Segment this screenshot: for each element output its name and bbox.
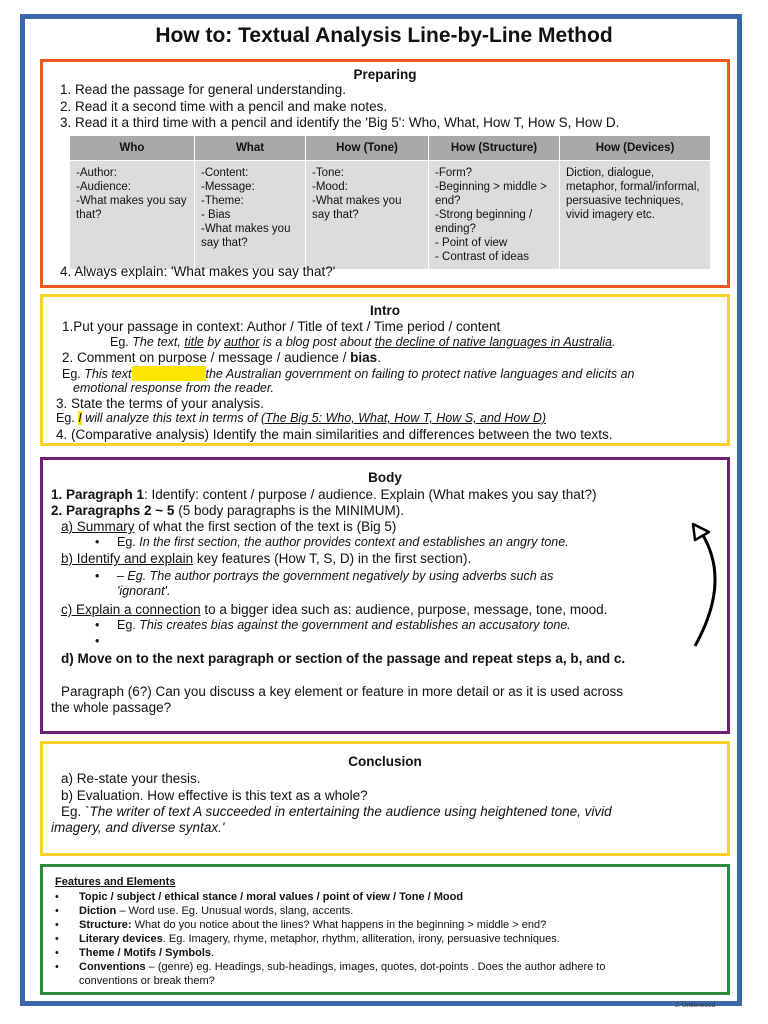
conclusion-example-cont: imagery, and diverse syntax.' — [51, 820, 225, 835]
preparing-section — [40, 59, 730, 288]
conclusion-section — [40, 741, 730, 856]
preparing-step-3: 3. Read it a third time with a pencil and identify the 'Big 5': Who, What, How T, How S, How D. — [60, 115, 620, 130]
feature-item: • Diction – Word use. Eg. Unusual words, slang, accents. — [55, 905, 354, 917]
intro-step-2: 2. Comment on purpose / message / audience / bias. — [62, 350, 381, 365]
body-step-c-example: Eg. This creates bias against the government and establishes an accusatory tone. — [117, 618, 571, 632]
body-step-c: c) Explain a connection to a bigger idea such as: audience, purpose, message, tone, mood. — [61, 602, 608, 617]
big5-header-tone: How (Tone) — [306, 136, 429, 161]
big5-cell-devices: Diction, dialogue, metaphor, formal/informal, persuasive techniques, vivid imagery etc. — [560, 161, 711, 270]
body-step-b-example: – Eg. The author portrays the government negatively by using adverbs such as — [117, 569, 554, 583]
feature-item: • Theme / Motifs / Symbols. — [55, 947, 215, 959]
body-paragraphs-2-5: 2. Paragraphs 2 ~ 5 (5 body paragraphs is the MINIMUM). — [51, 503, 405, 518]
body-heading: Body — [368, 470, 402, 485]
big5-cell-what: -Content: -Message: -Theme: - Bias -What makes you say that? — [195, 161, 306, 270]
features-heading: Features and Elements — [55, 876, 176, 888]
intro-step-1: 1.Put your passage in context: Author / Title of text / Time period / content — [62, 319, 501, 334]
intro-section — [40, 294, 730, 446]
intro-example-2: Eg. This text the Australian government on failing to protect native languages and elicits an — [62, 367, 635, 381]
body-section — [40, 457, 730, 734]
body-paragraph-6-cont: the whole passage? — [51, 700, 172, 715]
features-list — [55, 890, 715, 988]
feature-item-cont: conventions or break them? — [79, 975, 215, 987]
body-step-b: b) Identify and explain key features (How T, S, D) in the first section). — [61, 551, 472, 566]
body-step-b-example-cont: 'ignorant'. — [117, 584, 171, 598]
body-empty-bullet: • — [95, 634, 100, 648]
preparing-step-4: 4. Always explain: 'What makes you say that?' — [60, 264, 336, 279]
curved-arrow-icon — [683, 520, 728, 650]
big5-header-who: Who — [70, 136, 195, 161]
preparing-step-2: 2. Read it a second time with a pencil and make notes. — [60, 99, 388, 114]
big5-table — [69, 135, 711, 270]
body-step-a: a) Summary of what the first section of the text is (Big 5) — [61, 519, 397, 534]
author-signature: J. Underwood — [675, 1002, 716, 1009]
body-step-d: d) Move on to the next paragraph or section of the passage and repeat steps a, b, and c. — [61, 651, 626, 666]
big5-cell-who: -Author: -Audience: -What makes you say that? — [70, 161, 195, 270]
preparing-step-1: 1. Read the passage for general understanding. — [60, 82, 346, 97]
big5-header-devices: How (Devices) — [560, 136, 711, 161]
conclusion-heading: Conclusion — [348, 754, 422, 769]
big5-cell-tone: -Tone: -Mood: -What makes you say that? — [306, 161, 429, 270]
feature-item: • Structure: What do you notice about the lines? What happens in the beginning > middle > end? — [55, 919, 547, 931]
intro-example-3: Eg. I will analyze this text in terms of (The Big 5: Who, What, How T, How S, and How D) — [56, 411, 547, 425]
conclusion-example: Eg. `The writer of text A succeeded in entertaining the audience using heightened tone, vivid — [61, 804, 612, 819]
big5-header-what: What — [195, 136, 306, 161]
preparing-heading: Preparing — [353, 67, 417, 82]
body-step-a-example: Eg. In the first section, the author provides context and establishes an angry tone. — [117, 535, 569, 549]
feature-item: • Conventions – (genre) eg. Headings, sub-headings, images, quotes, dot-points . Does the author adhere to — [55, 961, 606, 973]
feature-item: • Topic / subject / ethical stance / moral values / point of view / Tone / Mood — [55, 891, 464, 903]
body-step-c-bullet: • — [95, 618, 100, 632]
body-paragraph-6: Paragraph (6?) Can you discuss a key element or feature in more detail or as it is used across — [61, 684, 624, 699]
feature-item: • Literary devices. Eg. Imagery, rhyme, metaphor, rhythm, alliteration, irony, persuasive techniques. — [55, 933, 560, 945]
conclusion-step-b: b) Evaluation. How effective is this text as a whole? — [61, 788, 368, 803]
intro-step-4: 4. (Comparative analysis) Identify the main similarities and differences between the two texts. — [56, 427, 613, 442]
body-step-b-bullet: • — [95, 569, 100, 583]
intro-heading: Intro — [370, 303, 400, 318]
conclusion-step-a: a) Re-state your thesis. — [61, 771, 201, 786]
big5-cell-structure: -Form? -Beginning > middle > end? -Strong beginning / ending? - Point of view - Contrast of ideas — [429, 161, 560, 270]
big5-header-structure: How (Structure) — [429, 136, 560, 161]
intro-example-2-cont: emotional response from the reader. — [73, 381, 275, 395]
features-section — [40, 864, 730, 995]
page-title: How to: Textual Analysis Line-by-Line Method — [155, 24, 613, 47]
intro-example-1: Eg. The text, title by author is a blog post about the decline of native languages in Australia. — [110, 335, 616, 349]
highlight-blank — [132, 366, 206, 381]
body-paragraph-1: 1. Paragraph 1: Identify: content / purpose / audience. Explain (What makes you say that?) — [51, 487, 597, 502]
body-step-a-bullet: • — [95, 535, 100, 549]
intro-step-3: 3. State the terms of your analysis. — [56, 396, 264, 411]
